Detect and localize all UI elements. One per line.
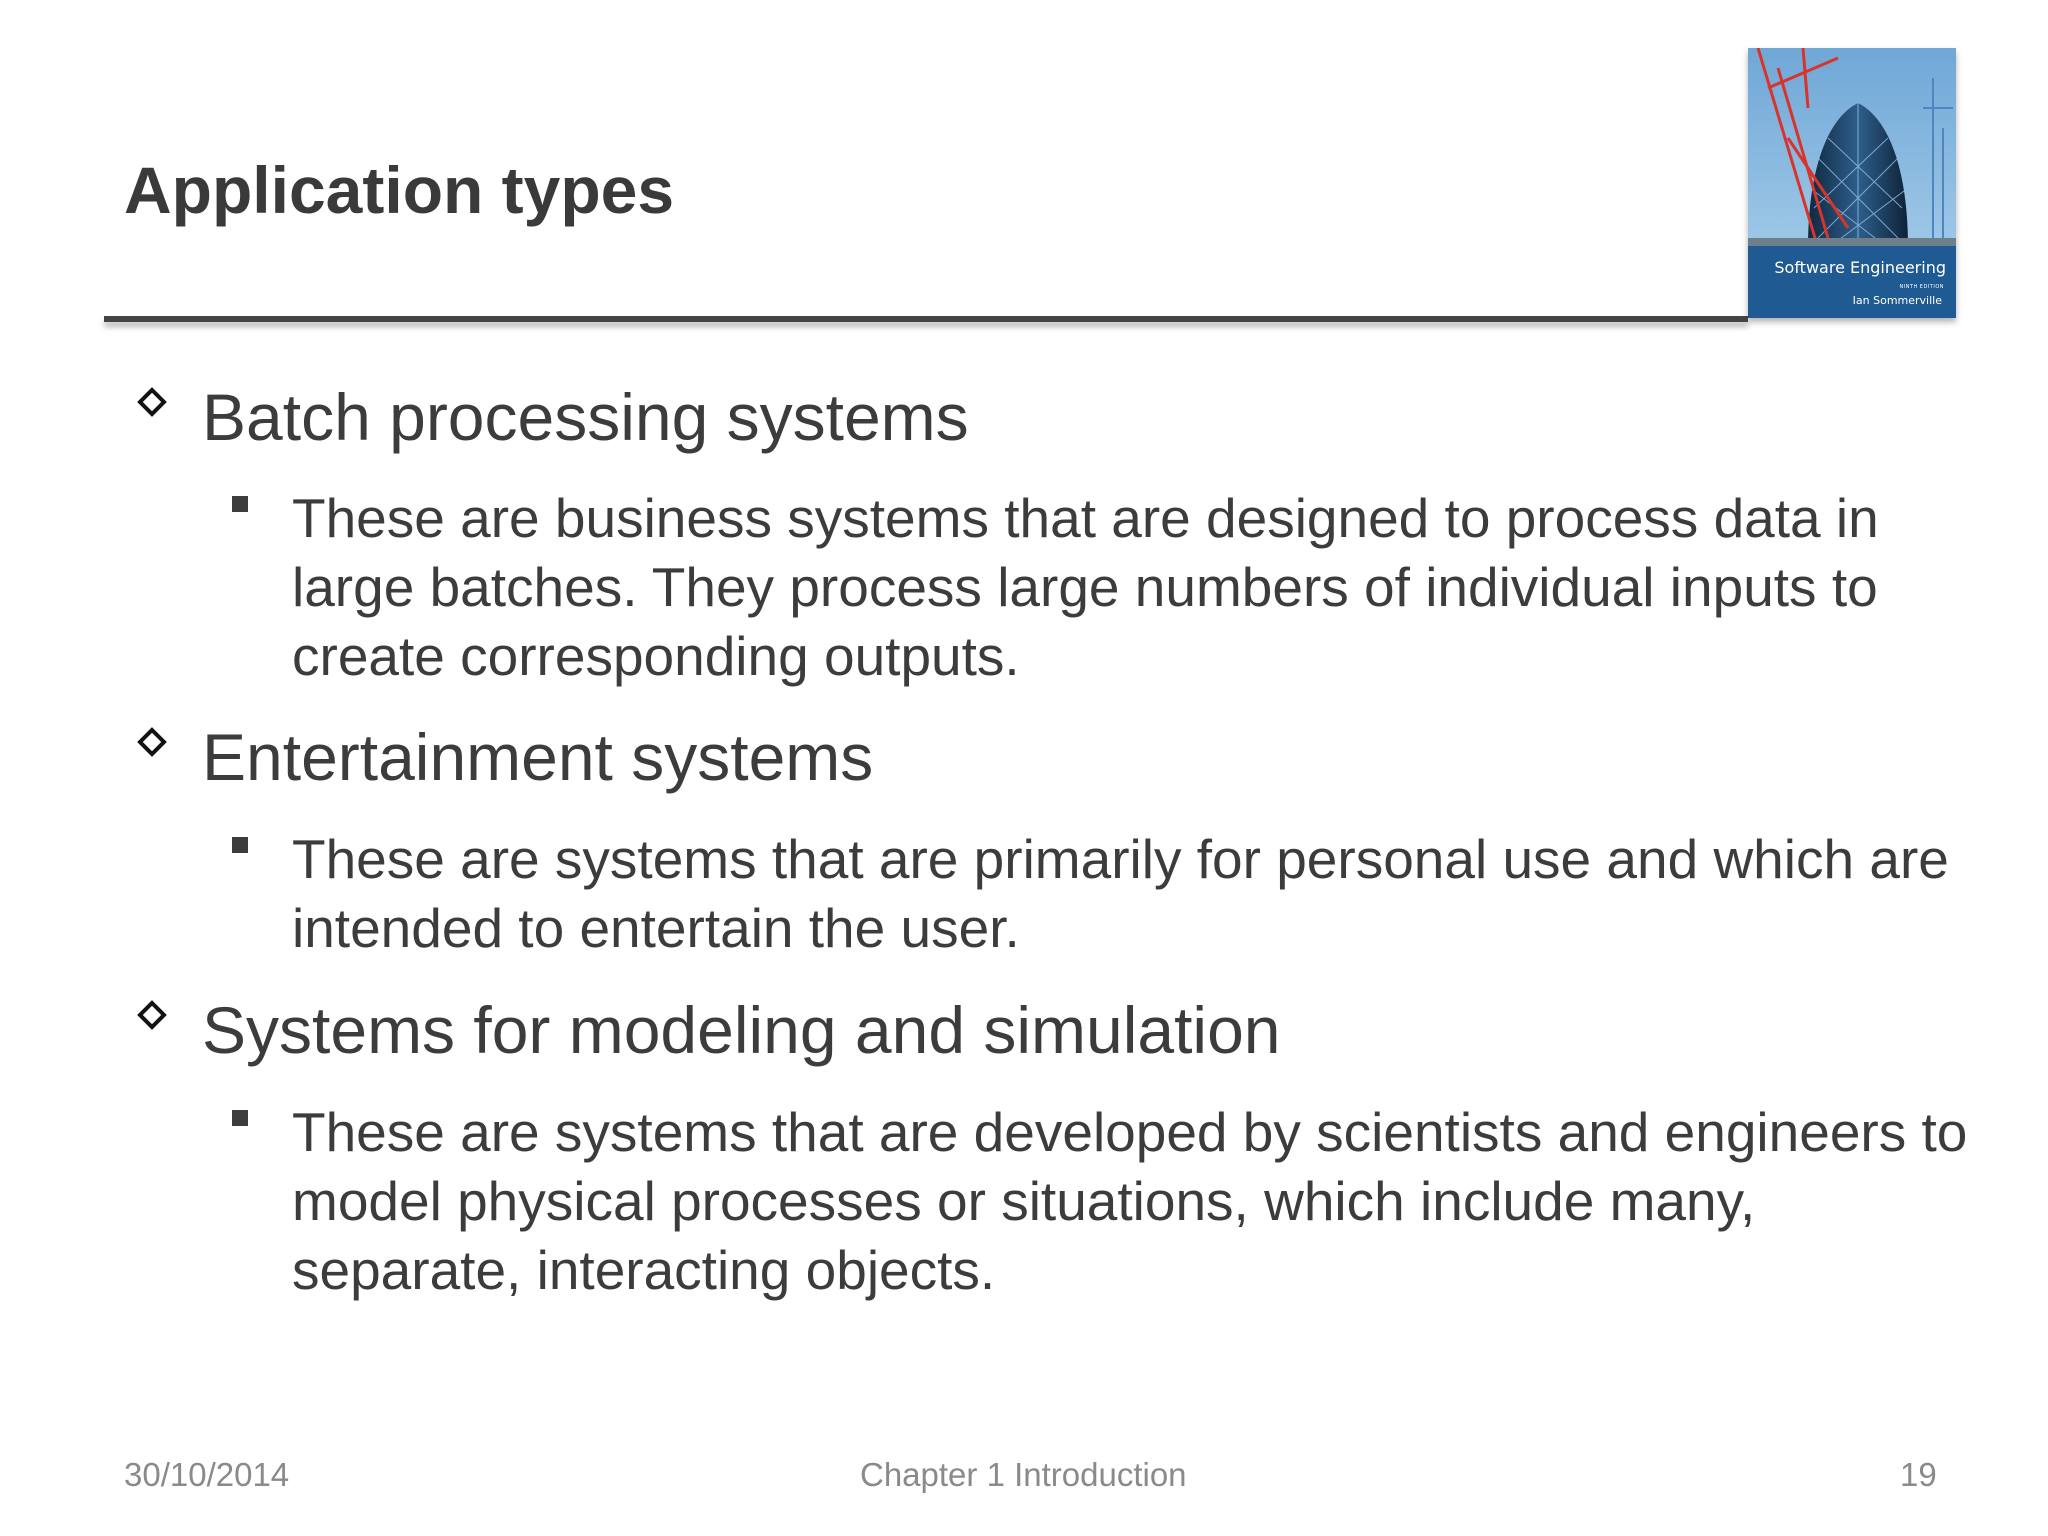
- book-cover-author: Ian Sommerville: [1852, 294, 1942, 307]
- bullet-heading-entertainment: Entertainment systems: [202, 720, 874, 794]
- bullet-description-batch-processing: These are business systems that are designed to process data in large batches. They process large numbers of individual inputs to create corresponding outputs.: [292, 487, 1879, 687]
- book-cover-illustration: [1748, 48, 1956, 318]
- book-cover-title: Software Engineering: [1774, 258, 1946, 277]
- footer-chapter: Chapter 1 Introduction: [860, 1456, 1187, 1493]
- bullet-description-entertainment: These are systems that are primarily for personal use and which are intended to entertain the user.: [292, 828, 1949, 959]
- diamond-bullet-icon: [137, 727, 167, 757]
- bullet-heading-modeling-simulation: Systems for modeling and simulation: [202, 993, 1281, 1067]
- bullet-description-modeling-simulation: These are systems that are developed by scientists and engineers to model physical processes or situations, which include many, separate, interacting objects.: [292, 1101, 1968, 1301]
- title-divider: [104, 316, 1748, 322]
- book-cover-image: [1748, 48, 1956, 318]
- square-bullet-icon: [232, 837, 248, 853]
- diamond-bullet-icon: [137, 387, 167, 417]
- diamond-bullet-icon: [137, 1000, 167, 1030]
- square-bullet-icon: [232, 1110, 248, 1126]
- footer-page-number: 19: [1900, 1456, 1937, 1493]
- bullet-heading-batch-processing: Batch processing systems: [202, 380, 969, 454]
- square-bullet-icon: [232, 496, 248, 512]
- slide-title: Application types: [124, 153, 675, 227]
- footer-date: 30/10/2014: [124, 1456, 290, 1493]
- book-cover-edition: NINTH EDITION: [1899, 284, 1944, 290]
